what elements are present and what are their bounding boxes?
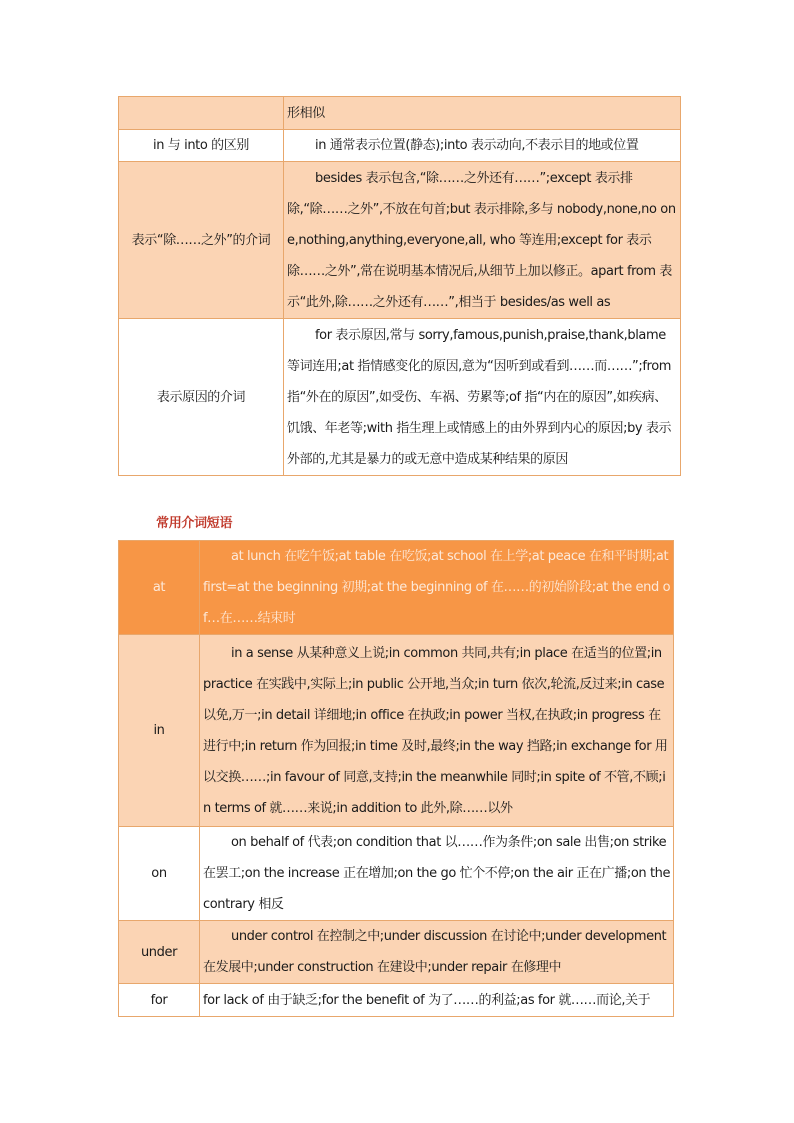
row-label: 表示“除……之外”的介词 <box>131 232 271 248</box>
row-label-cell <box>119 319 284 476</box>
row-label: for <box>150 992 168 1008</box>
row-label-cell <box>119 921 200 984</box>
row-content: in a sense 从某种意义上说;in common 共同,共有;in place 在适当的位置;in practice 在实践中,实际上;in public 公开地,当众;in turn 依次,轮流,反过来;in case 以免,万一;in detail 详细地;in office 在执政;in power 当权,在执政;in progress 在进行中;in return 作为回报;in time 及时,最终;in the way 挡路;in exchange for 用以交换……;in favour of 同意,支持;in the meanwhile 同时;in spite of 不管,不顾;in terms of 就……来说;in addition to 此外,除……以外 <box>203 645 668 816</box>
row-label: under <box>140 944 178 960</box>
row-content-cell <box>284 130 681 162</box>
table-row <box>119 827 674 921</box>
row-content: for lack of 由于缺乏;for the benefit of 为了……的利益;as for 就……而论,关于 <box>203 992 651 1008</box>
row-content: besides 表示包含,“除……之外还有……”;except 表示排除,“除……之外”,不放在句首;but 表示排除,多与 nobody,none,no one,nothing,anything,everyone,all, who 等连用;except for 表示除……之外”,常在说明基本情况后,从细节上加以修正。apart from 表示“此外,除……之外还有……”,相当于 besides/as well as <box>287 170 676 310</box>
table-row <box>119 319 681 476</box>
table-row <box>119 541 674 635</box>
table-row <box>119 984 674 1017</box>
row-content-cell <box>200 827 674 921</box>
row-content: in 通常表示位置(静态);into 表示动向,不表示目的地或位置 <box>315 138 639 153</box>
row-label-cell <box>119 541 200 635</box>
row-content-cell <box>284 97 681 130</box>
row-label-cell <box>119 97 284 130</box>
row-label: in <box>153 723 165 738</box>
row-content: for 表示原因,常与 sorry,famous,punish,praise,thank,blame 等词连用;at 指情感变化的原因,意为“因听到或看到……而……”;from 指“外在的原因”,如受伤、车祸、劳累等;of 指“内在的原因”,如疾病、饥饿、年老等;with 指生理上或情感上的由外界到内心的原因;by 表示外部的,尤其是暴力的或无意中造成某种结果的原因 <box>287 327 672 467</box>
row-content: 形相似 <box>287 105 325 121</box>
row-label-cell <box>119 984 200 1017</box>
row-content-cell <box>200 635 674 827</box>
table-row <box>119 921 674 984</box>
table-row <box>119 162 681 319</box>
section-heading: 常用介词短语 <box>156 516 233 531</box>
row-label-cell <box>119 130 284 162</box>
row-label: in 与 into 的区别 <box>153 138 249 153</box>
row-label: on <box>151 866 167 881</box>
row-content-cell <box>284 319 681 476</box>
row-content: at lunch 在吃午饭;at table 在吃饭;at school 在上学;at peace 在和平时期;at first=at the beginning 初期;at the beginning of 在……的初始阶段;at the end of…在……结束时 <box>203 549 671 626</box>
table-row <box>119 635 674 827</box>
row-label: at <box>152 580 166 595</box>
row-content: under control 在控制之中;under discussion 在讨论中;under development 在发展中;under construction 在建设中;under repair 在修理中 <box>203 929 667 975</box>
row-label-cell <box>119 635 200 827</box>
row-content-cell <box>200 541 674 635</box>
table-row <box>119 97 681 130</box>
table-row <box>119 130 681 162</box>
row-label-cell <box>119 827 200 921</box>
preposition-phrases-table <box>118 540 674 1017</box>
row-content-cell <box>284 162 681 319</box>
row-label: 表示原因的介词 <box>156 389 246 405</box>
row-content-cell <box>200 984 674 1017</box>
row-label-cell <box>119 162 284 319</box>
row-content-cell <box>200 921 674 984</box>
row-content: on behalf of 代表;on condition that 以……作为条件;on sale 出售;on strike 在罢工;on the increase 正在增加;on the go 忙个不停;on the air 正在广播;on the contrary 相反 <box>203 835 671 912</box>
prepositions-comparison-table <box>118 96 681 476</box>
